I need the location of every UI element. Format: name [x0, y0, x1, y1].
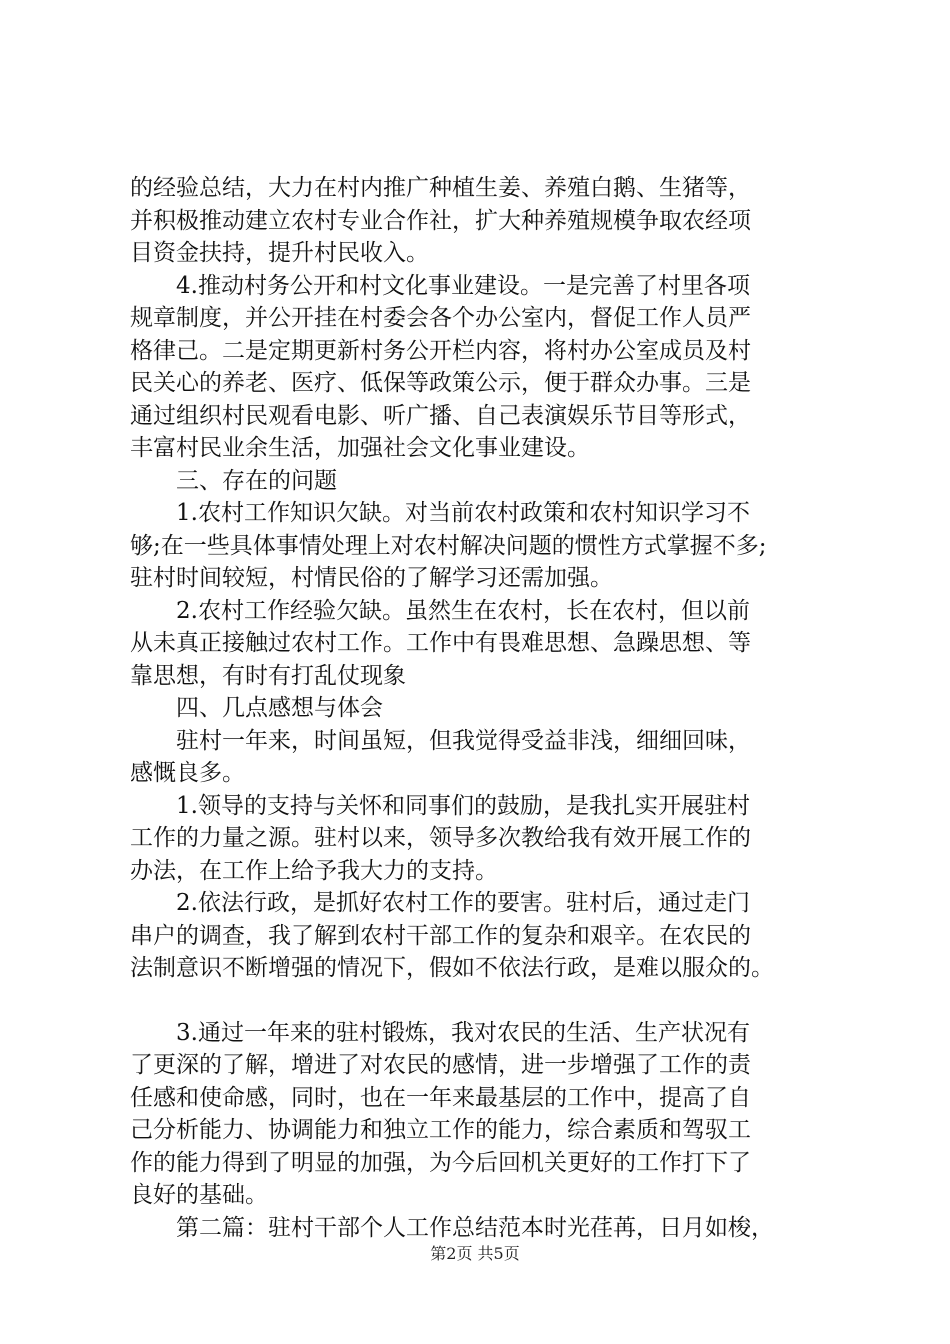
text-line: 民关心的养老、医疗、低保等政策公示，便于群众办事。三是: [130, 370, 751, 396]
text-line: 工作的力量之源。驻村以来，领导多次教给我有效开展工作的: [130, 825, 751, 851]
text-line: 从未真正接触过农村工作。工作中有畏难思想、急躁思想、等: [130, 630, 751, 656]
text-line: 作的能力得到了明显的加强，为今后回机关更好的工作打下了: [130, 1149, 751, 1176]
text-line: 办法，在工作上给予我大力的支持。: [130, 857, 498, 884]
document-body: [130, 172, 850, 1244]
text-line: 丰富村民业余生活，加强社会文化事业建设。: [130, 435, 590, 461]
text-line: 三、存在的问题: [176, 467, 337, 494]
text-line: 第二篇：驻村干部个人工作总结范本时光荏苒，日月如梭，: [176, 1214, 774, 1241]
text-line: 并积极推动建立农村专业合作社，扩大种养殖规模争取农经项: [130, 207, 751, 234]
page-footer: 第2页 共5页: [430, 1244, 520, 1263]
text-line: 够;在一些具体事情处理上对农村解决问题的惯性方式掌握不多;: [130, 532, 767, 559]
text-line: 规章制度，并公开挂在村委会各个办公室内，督促工作人员严: [130, 305, 751, 331]
text-line: 格律己。二是定期更新村务公开栏内容，将村办公室成员及村: [130, 337, 751, 364]
text-line: 四、几点感想与体会: [176, 695, 383, 721]
text-line: 感慨良多。: [130, 760, 245, 786]
text-line: 2.农村工作经验欠缺。虽然生在农村，长在农村，但以前: [176, 597, 750, 624]
text-line: 通过组织村民观看电影、听广播、自己表演娱乐节目等形式，: [130, 402, 751, 429]
text-line: 己分析能力、协调能力和独立工作的能力，综合素质和驾驭工: [130, 1117, 751, 1143]
text-line: 1.农村工作知识欠缺。对当前农村政策和农村知识学习不: [176, 500, 750, 526]
text-line: 法制意识不断增强的情况下，假如不依法行政，是难以服众的。: [130, 955, 774, 981]
text-line: 4.推动村务公开和村文化事业建设。一是完善了村里各项: [176, 272, 750, 299]
text-line: 良好的基础。: [130, 1182, 268, 1208]
text-line: 驻村一年来，时间虽短，但我觉得受益非浅，细细回味，: [176, 727, 751, 754]
text-line: 靠思想，有时有打乱仗现象: [130, 662, 406, 689]
text-line: 串户的调查，我了解到农村干部工作的复杂和艰辛。在农民的: [130, 922, 751, 949]
text-line: 任感和使命感，同时，也在一年来最基层的工作中，提高了自: [130, 1084, 751, 1111]
text-line: 1.领导的支持与关怀和同事们的鼓励，是我扎实开展驻村: [176, 792, 750, 819]
text-line: 3.通过一年来的驻村锻炼，我对农民的生活、生产状况有: [176, 1019, 750, 1046]
text-line: 驻村时间较短，村情民俗的了解学习还需加强。: [130, 565, 613, 591]
text-line: 了更深的了解，增进了对农民的感情，进一步增强了工作的责: [130, 1052, 751, 1078]
text-line: 的经验总结，大力在村内推广种植生姜、养殖白鹅、生猪等，: [130, 175, 751, 201]
text-line: 目资金扶持，提升村民收入。: [130, 240, 429, 266]
text-line: 2.依法行政，是抓好农村工作的要害。驻村后，通过走门: [176, 890, 750, 916]
